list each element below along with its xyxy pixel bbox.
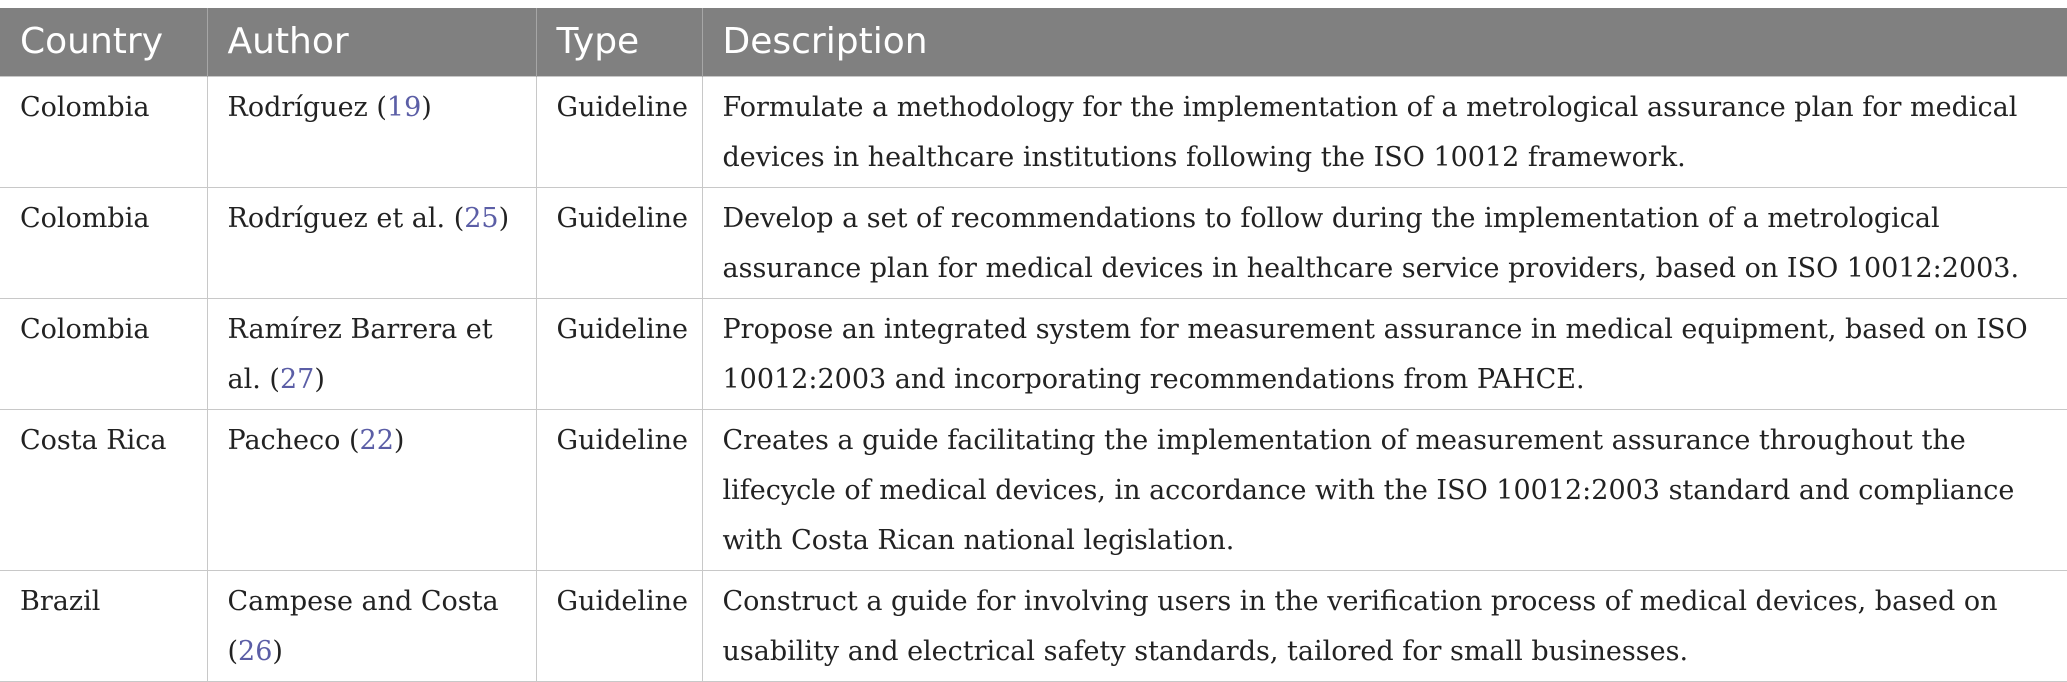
table-header	[0, 8, 2067, 77]
header-country: Country	[0, 8, 207, 77]
cell-type: Guideline	[536, 77, 702, 188]
cell-type: Guideline	[536, 410, 702, 571]
cell-author: Rodríguez et al. (25)	[207, 188, 536, 299]
cell-country: Colombia	[0, 77, 207, 188]
cell-description: Creates a guide facilitating the implementation of measurement assurance throughout the lifecycle of medical devices, in accordance with the ISO 10012:2003 standard and compliance with Costa Rican national legislation.	[702, 410, 2067, 571]
cell-author: Ramírez Barrera et al. (27)	[207, 299, 536, 410]
author-name: Campese and Costa	[227, 586, 499, 617]
table-row	[0, 188, 2067, 299]
table-row	[0, 77, 2067, 188]
cell-description: Construct a guide for involving users in the verification process of medical devices, based on usability and electrical safety standards, tailored for small businesses.	[702, 571, 2067, 682]
guidelines-table	[0, 8, 2067, 682]
reference-link[interactable]: 27	[279, 364, 315, 395]
cell-type: Guideline	[536, 571, 702, 682]
table-row	[0, 410, 2067, 571]
table-row	[0, 571, 2067, 682]
author-name: Rodríguez et al.	[227, 203, 446, 234]
table-row	[0, 299, 2067, 410]
cell-country: Colombia	[0, 188, 207, 299]
cell-description: Propose an integrated system for measurement assurance in medical equipment, based on ISO 10012:2003 and incorporating recommendations from PAHCE.	[702, 299, 2067, 410]
table-body	[0, 77, 2067, 682]
cell-description: Formulate a methodology for the implementation of a metrological assurance plan for medical devices in healthcare institutions following the ISO 10012 framework.	[702, 77, 2067, 188]
cell-author: Pacheco (22)	[207, 410, 536, 571]
table-container	[0, 8, 2067, 682]
reference-link[interactable]: 19	[386, 92, 422, 123]
cell-country: Colombia	[0, 299, 207, 410]
cell-description: Develop a set of recommendations to follow during the implementation of a metrological assurance plan for medical devices in healthcare service providers, based on ISO 10012:2003.	[702, 188, 2067, 299]
cell-country: Costa Rica	[0, 410, 207, 571]
header-description: Description	[702, 8, 2067, 77]
header-author: Author	[207, 8, 536, 77]
cell-country: Brazil	[0, 571, 207, 682]
author-name: Ramírez Barrera et al.	[227, 314, 493, 395]
reference-link[interactable]: 25	[464, 203, 499, 234]
cell-type: Guideline	[536, 299, 702, 410]
author-name: Rodríguez	[227, 92, 368, 123]
cell-author: Rodríguez (19)	[207, 77, 536, 188]
reference-link[interactable]: 26	[238, 636, 273, 667]
cell-author: Campese and Costa (26)	[207, 571, 536, 682]
author-name: Pacheco	[227, 425, 341, 456]
reference-link[interactable]: 22	[359, 425, 394, 456]
header-row	[0, 8, 2067, 77]
header-type: Type	[536, 8, 702, 77]
cell-type: Guideline	[536, 188, 702, 299]
